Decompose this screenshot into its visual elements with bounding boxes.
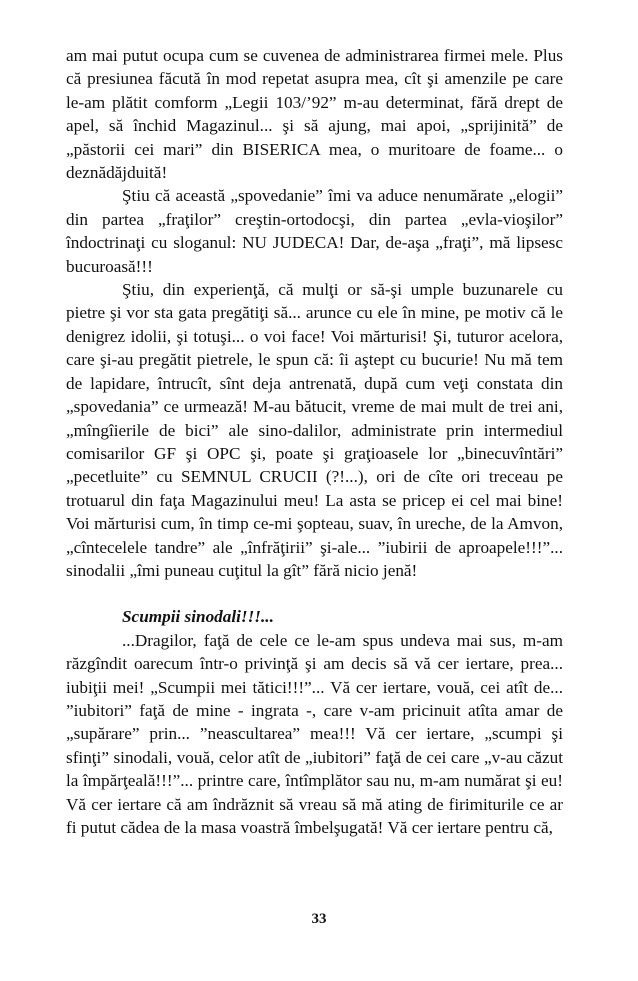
paragraph-text: am mai putut ocupa cum se cuvenea de administrarea firmei mele. Plus că presiunea făcută în mod repetat asupra mea, cît şi amenzile pe care le-am plătit comform „Legii 103/’92” m-au determinat, fără drept de apel, să închid Magazinul... şi să ajung, mai apoi, „sprijinită” de „păstorii cei mari” din BISERICA mea, o muritoare de foame... o deznădăjduită! (66, 46, 563, 183)
page-number: 33 (311, 911, 327, 927)
paragraph-text: Ştiu că această „spovedanie” îmi va aduce nenumărate „elogii” din partea „fraţilor” creştin-ortodocşi, din partea „evla-vioşilor” îndoctrinaţi cu sloganul: NU JUDECA! Dar, de-aşa „fraţi”, mă lipsesc bucuroasă!!! (66, 186, 563, 276)
section-salutation (66, 605, 563, 628)
paragraph-dragilor (66, 629, 563, 840)
paragraph-text: Ştiu, din experienţă, că mulţi or să-şi umple buzunarele cu pietre şi vor sta gata pregătiţi să... arunce cu ele în mine, pe motiv că le denigrez idolii, şi totuşi... o voi face! Voi mărturisi! Şi, tuturor acelora, care şi-au pregătit pietrele, le spun că: îi aştept cu bucurie! Nu mă tem de lapidare, întrucît, sînt deja antrenată, după cum veţi constata din „spovedania” ce urmează! M-au bătucit, vreme de mai mult de trei ani, „mîngîierile de bici” ale sino-dalilor, administrate prin intermediul comisarilor GF şi OPC şi, poate şi graţioasele lor „binecuvîntări” „pecetluite” cu SEMNUL CRUCII (?!...), ori de cîte ori treceau pe trotuarul din faţa Magazinului meu! La asta se pricep ei cel mai bine! Voi mărturisi cum, în timp ce-mi şopteau, suav, în ureche, de la Amvon, „cîntecelele tandre” ale „înfrăţirii” şi-ale... ”iubirii de aproapele!!!”... sinodalii „îmi puneau cuţitul la gît” fără nicio jenă! (66, 280, 563, 580)
document-page (66, 44, 563, 839)
paragraph-text: ...Dragilor, faţă de cele ce le-am spus undeva mai sus, m-am răzgîndit oarecum într-o privinţă şi am decis să vă cer iertare, prea... iubiţii mei! „Scumpii mei tătici!!!”... Vă cer iertare, vouă, cei atît de... ”iubitori” faţă de mine - ingrata -, care v-am pricinuit atîta amar de „supărare” prin... ”neascultarea” mea!!! Vă cer iertare, „scumpi şi sfinţi” sinodali, vouă, celor atît de „iubitori” faţă de cei care „v-au căzut la împărţeală!!!”... printre care, întîmplător sau nu, m-am numărat şi eu! Vă cer iertare că am îndrăznit să vreau să mă ating de firimiturile ce ar fi putut cădea de la masa voastră îmbelşugată! Vă cer iertare pentru că, (66, 630, 563, 837)
paragraph-spovedanie (66, 184, 563, 278)
paragraph-experienta (66, 278, 563, 582)
salutation-text: Scumpii sinodali!!!... (122, 607, 274, 627)
paragraph-continuation (66, 44, 563, 184)
